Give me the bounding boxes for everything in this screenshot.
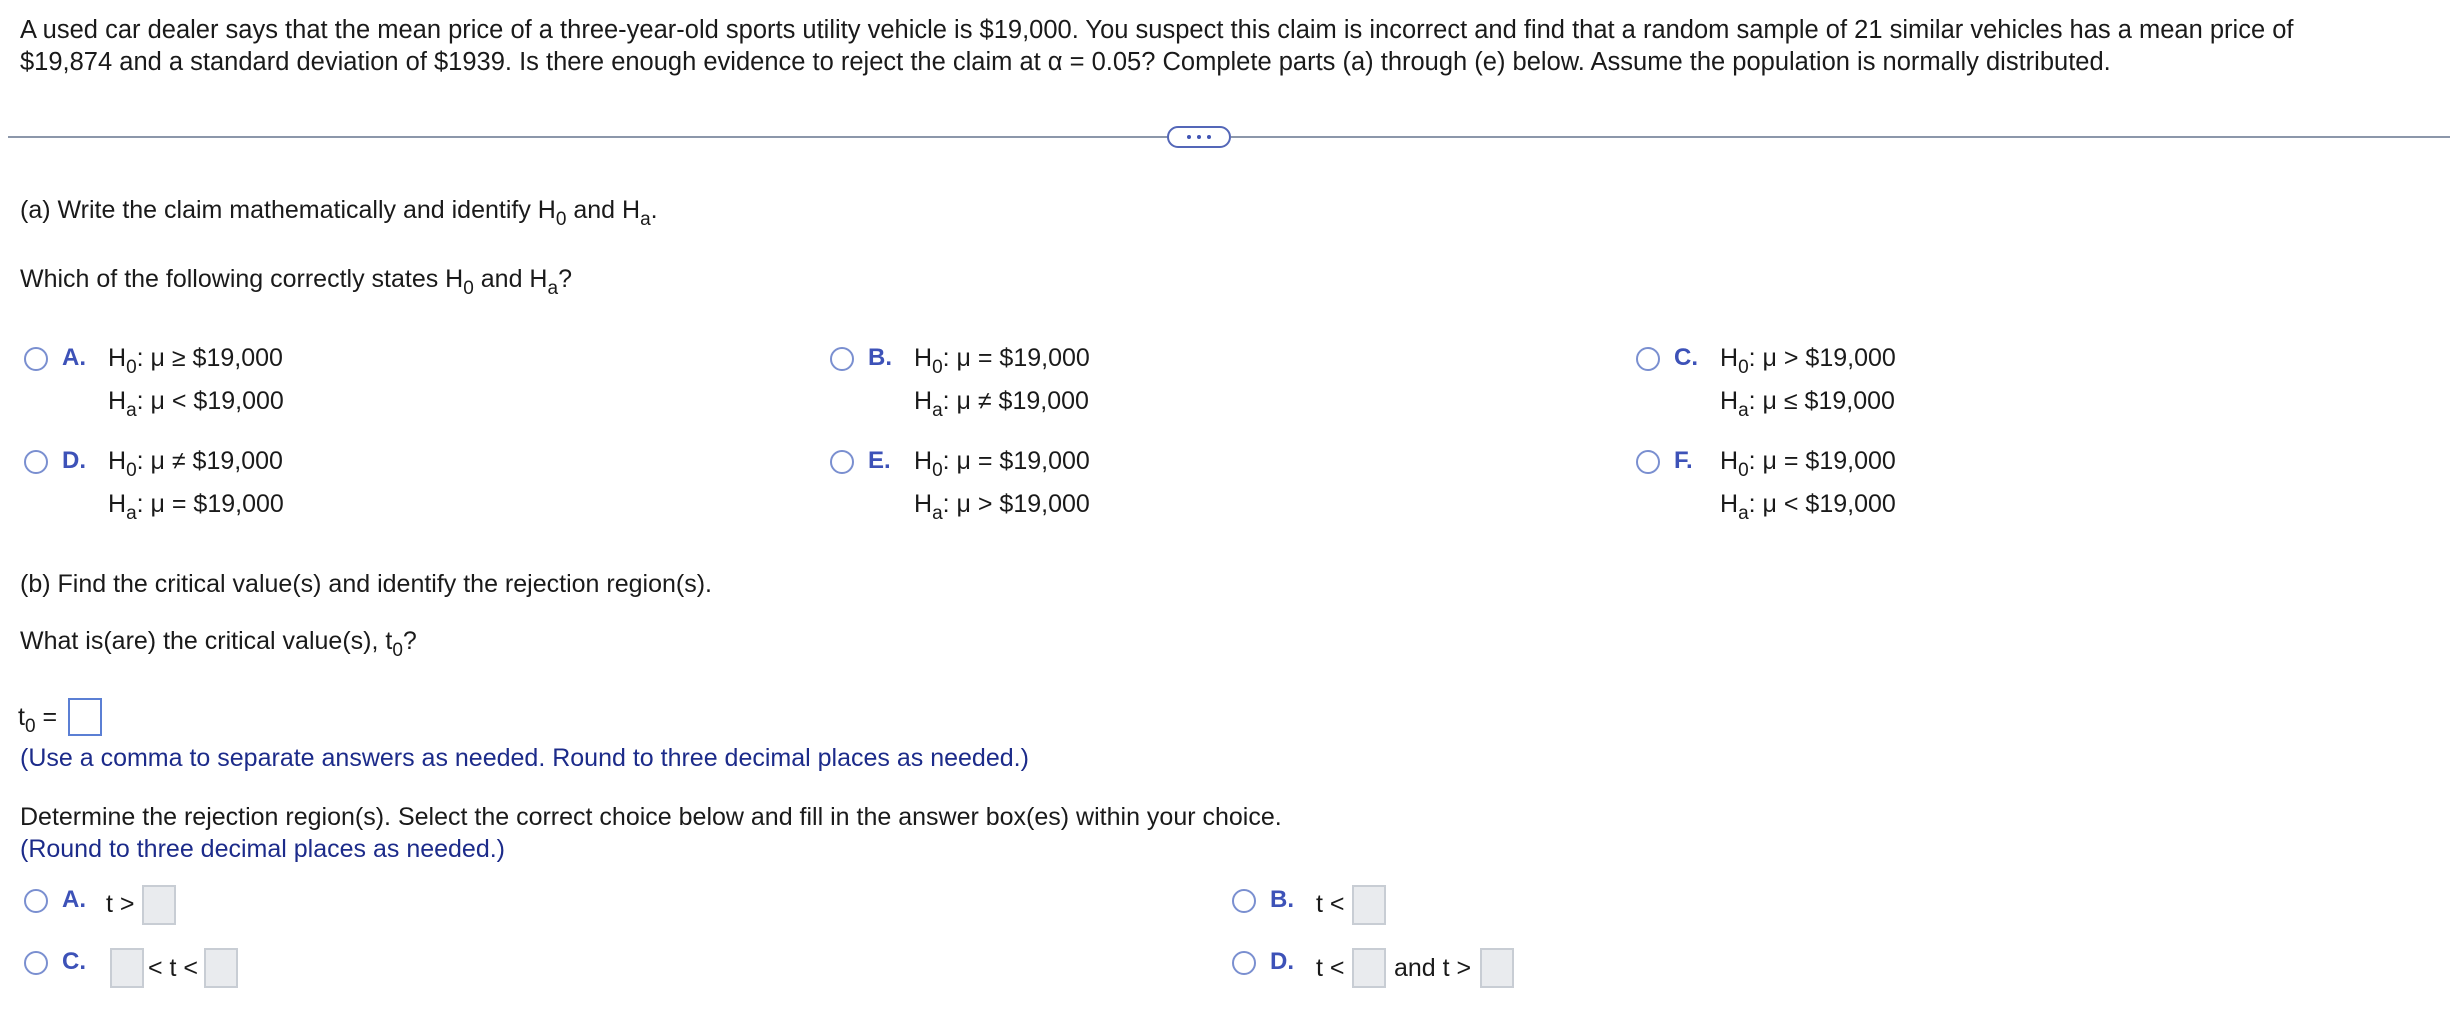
part-a-heading-text: (a) Write the claim mathematically and identify H xyxy=(20,196,556,224)
part-a-heading-mid: and H xyxy=(566,196,641,224)
subscript-a: a xyxy=(1738,503,1749,524)
option-a-radio[interactable] xyxy=(24,347,48,371)
region-c-input-upper[interactable] xyxy=(204,948,238,988)
subscript-a: a xyxy=(640,209,651,230)
option-c-ha[interactable] xyxy=(1720,385,1895,421)
h-symbol: H xyxy=(1720,447,1739,475)
option-b-h0[interactable] xyxy=(914,342,1090,378)
h-symbol: H xyxy=(1720,490,1739,518)
subscript-0: 0 xyxy=(1738,357,1749,378)
option-b-ha-text: : μ ≠ $19,000 xyxy=(942,387,1089,415)
subscript-a: a xyxy=(126,400,137,421)
region-d-text-lower: t < xyxy=(1316,954,1345,982)
more-options-button[interactable] xyxy=(1167,126,1231,148)
option-f-h0[interactable] xyxy=(1720,445,1896,481)
region-a-input[interactable] xyxy=(142,885,176,925)
option-a-h0-text: : μ ≥ $19,000 xyxy=(136,344,283,372)
option-d-radio[interactable] xyxy=(24,450,48,474)
equals-sign: = xyxy=(35,703,58,731)
option-d-letter[interactable]: D. xyxy=(62,447,86,474)
option-d-ha[interactable] xyxy=(108,488,284,524)
subscript-a: a xyxy=(1738,400,1749,421)
region-c-text: < t < xyxy=(148,954,199,982)
t0-answer-input[interactable] xyxy=(68,698,102,736)
part-b-prompt-end: ? xyxy=(402,627,417,655)
separator-left xyxy=(8,136,1168,138)
region-a-letter[interactable]: A. xyxy=(62,886,86,913)
option-d-ha-text: : μ = $19,000 xyxy=(136,490,284,518)
option-a-ha[interactable] xyxy=(108,385,284,421)
subscript-0: 0 xyxy=(932,357,943,378)
part-a-heading xyxy=(20,194,658,230)
h-symbol: H xyxy=(914,490,933,518)
option-b-letter[interactable]: B. xyxy=(868,344,892,371)
region-a-text: t > xyxy=(106,890,135,918)
region-d-text-upper: and t > xyxy=(1394,954,1472,982)
region-d-radio[interactable] xyxy=(1232,951,1256,975)
subscript-0: 0 xyxy=(126,460,137,481)
subscript-0: 0 xyxy=(24,716,36,737)
region-c-letter[interactable]: C. xyxy=(62,948,86,975)
subscript-0: 0 xyxy=(126,357,137,378)
option-c-h0-text: : μ > $19,000 xyxy=(1748,344,1896,372)
part-a-heading-end: . xyxy=(650,196,658,224)
h-symbol: H xyxy=(108,447,127,475)
dot-icon xyxy=(1187,135,1191,139)
separator-right xyxy=(1231,136,2450,138)
region-c-radio[interactable] xyxy=(24,951,48,975)
region-b-radio[interactable] xyxy=(1232,889,1256,913)
t0-label xyxy=(18,701,58,737)
h-symbol: H xyxy=(914,344,933,372)
region-d-input-upper[interactable] xyxy=(1480,948,1514,988)
region-d-letter[interactable]: D. xyxy=(1270,948,1294,975)
option-b-ha[interactable] xyxy=(914,385,1089,421)
subscript-0: 0 xyxy=(1738,460,1749,481)
part-a-prompt-mid: and H xyxy=(473,265,548,293)
subscript-a: a xyxy=(932,503,943,524)
region-a-radio[interactable] xyxy=(24,889,48,913)
option-a-ha-text: : μ < $19,000 xyxy=(136,387,284,415)
part-b-prompt-text: What is(are) the critical value(s), t xyxy=(20,627,393,655)
option-e-ha-text: : μ > $19,000 xyxy=(942,490,1090,518)
part-a-prompt-text: Which of the following correctly states H xyxy=(20,265,464,293)
h-symbol: H xyxy=(914,387,933,415)
part-a-prompt xyxy=(20,263,572,299)
option-f-letter[interactable]: F. xyxy=(1674,447,1693,474)
h-symbol: H xyxy=(914,447,933,475)
region-b-text: t < xyxy=(1316,890,1345,918)
option-e-h0-text: : μ = $19,000 xyxy=(942,447,1090,475)
option-e-letter[interactable]: E. xyxy=(868,447,891,474)
option-f-radio[interactable] xyxy=(1636,450,1660,474)
region-c-input-lower[interactable] xyxy=(110,948,144,988)
dot-icon xyxy=(1207,135,1211,139)
option-b-radio[interactable] xyxy=(830,347,854,371)
rejection-region-prompt: Determine the rejection region(s). Select the correct choice below and fill in the answer box(es) within your choice. xyxy=(20,803,1282,831)
subscript-a: a xyxy=(547,278,559,299)
h-symbol: H xyxy=(108,490,127,518)
subscript-0: 0 xyxy=(392,640,403,661)
subscript-a: a xyxy=(126,503,137,524)
option-c-radio[interactable] xyxy=(1636,347,1660,371)
part-b-heading: (b) Find the critical value(s) and identify the rejection region(s). xyxy=(20,570,712,598)
option-d-h0[interactable] xyxy=(108,445,283,481)
option-d-h0-text: : μ ≠ $19,000 xyxy=(136,447,283,475)
subscript-0: 0 xyxy=(555,209,567,230)
option-c-letter[interactable]: C. xyxy=(1674,344,1698,371)
h-symbol: H xyxy=(108,387,127,415)
question-line-1: A used car dealer says that the mean price of a three-year-old sports utility vehicle is $19,000. You suspect this claim is incorrect and find that a random sample of 21 similar vehicles has a mean price of xyxy=(20,16,2294,44)
option-a-h0[interactable] xyxy=(108,342,283,378)
subscript-0: 0 xyxy=(463,278,474,299)
h-symbol: H xyxy=(108,344,127,372)
option-f-ha-text: : μ < $19,000 xyxy=(1748,490,1896,518)
part-a-prompt-end: ? xyxy=(558,265,572,293)
h-symbol: H xyxy=(1720,344,1739,372)
region-b-letter[interactable]: B. xyxy=(1270,886,1294,913)
region-b-input[interactable] xyxy=(1352,885,1386,925)
option-f-h0-text: : μ = $19,000 xyxy=(1748,447,1896,475)
option-b-h0-text: : μ = $19,000 xyxy=(942,344,1090,372)
option-e-radio[interactable] xyxy=(830,450,854,474)
subscript-0: 0 xyxy=(932,460,943,481)
option-f-ha[interactable] xyxy=(1720,488,1896,524)
option-a-letter[interactable]: A. xyxy=(62,344,86,371)
option-c-ha-text: : μ ≤ $19,000 xyxy=(1748,387,1895,415)
region-d-input-lower[interactable] xyxy=(1352,948,1386,988)
h-symbol: H xyxy=(1720,387,1739,415)
option-c-h0[interactable] xyxy=(1720,342,1896,378)
part-b-prompt xyxy=(20,625,417,661)
option-e-ha[interactable] xyxy=(914,488,1090,524)
t-symbol: t xyxy=(18,703,25,731)
dot-icon xyxy=(1197,135,1201,139)
note-round: (Round to three decimal places as needed.) xyxy=(20,835,506,863)
question-line-2: $19,874 and a standard deviation of $1939. Is there enough evidence to reject the claim at α = 0.05? Complete parts (a) through (e) below. Assume the population is normally distributed. xyxy=(20,48,2111,76)
note-comma-round: (Use a comma to separate answers as needed. Round to three decimal places as needed.) xyxy=(20,744,1029,772)
option-e-h0[interactable] xyxy=(914,445,1090,481)
subscript-a: a xyxy=(932,400,943,421)
